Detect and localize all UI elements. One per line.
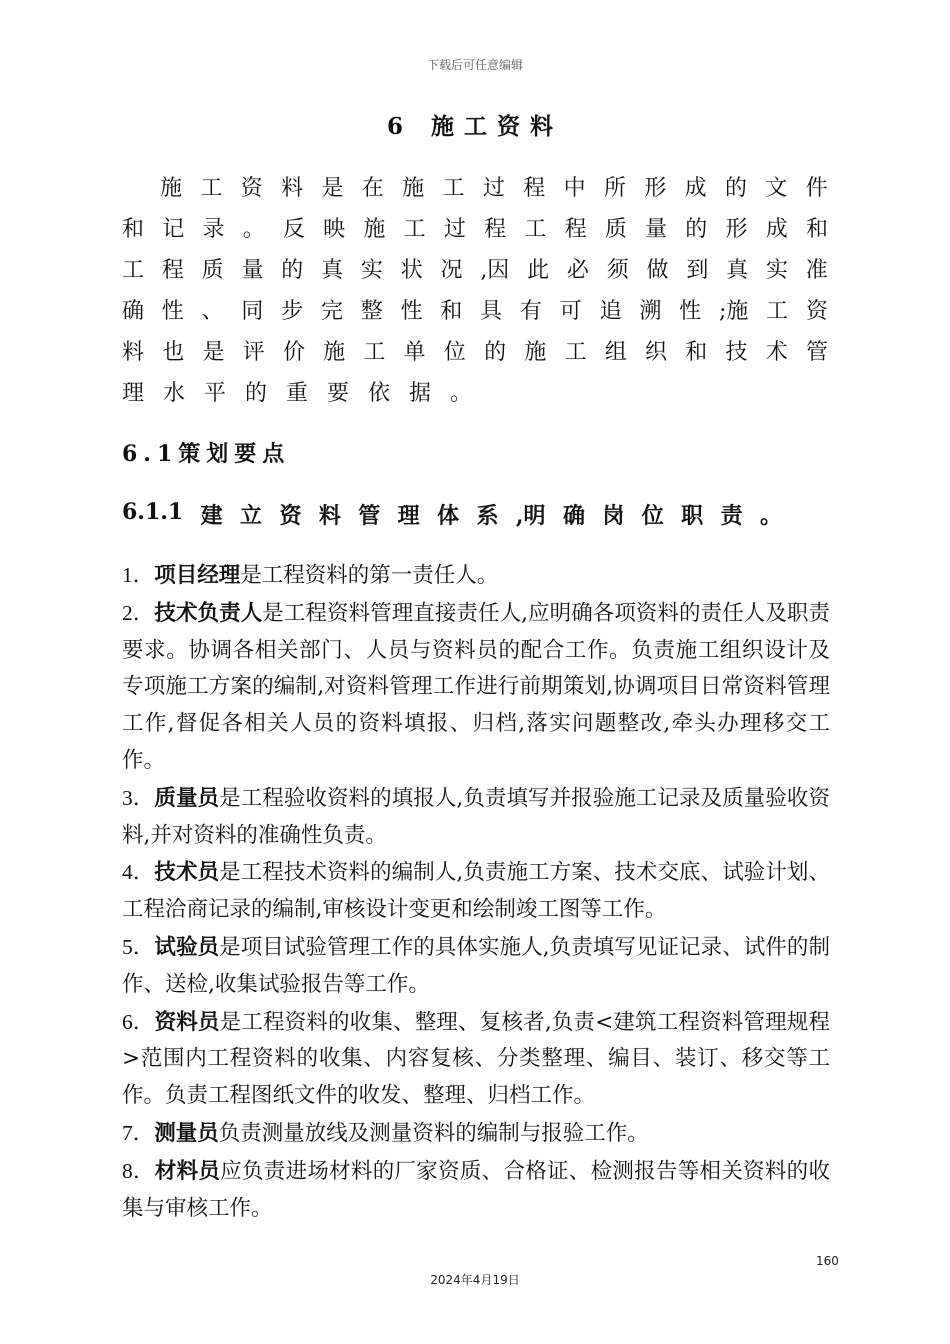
intro-paragraph xyxy=(122,168,828,414)
intro-char: 也 xyxy=(162,340,185,365)
intro-char: 可 xyxy=(559,299,582,324)
intro-char: 做 xyxy=(646,258,669,283)
intro-char: 过 xyxy=(443,217,466,242)
intro-char: 。 xyxy=(242,217,265,242)
role-name: 质量员 xyxy=(154,785,220,811)
intro-char: 和 xyxy=(122,217,145,242)
intro-char: 具 xyxy=(480,299,503,324)
header-note: 下载后可任意编辑 xyxy=(426,58,523,72)
intro-last-line: 理水平的重要依据。 xyxy=(122,381,492,406)
intro-char: 实 xyxy=(765,258,788,283)
intro-char: 位 xyxy=(443,340,466,365)
role-name: 项目经理 xyxy=(154,563,241,588)
intro-char: 术 xyxy=(765,340,788,365)
intro-char: 在 xyxy=(361,176,384,201)
role-name: 材料员 xyxy=(154,1158,221,1184)
intro-char: 所 xyxy=(603,176,626,201)
intro-char: 的 xyxy=(281,258,304,283)
item-text: 是工程资料的第一责任人。 xyxy=(240,563,499,588)
intro-char: 施 xyxy=(363,217,386,242)
role-name: 试验员 xyxy=(154,934,220,960)
heading-char: 。 xyxy=(759,503,782,529)
intro-char: 的 xyxy=(685,217,708,242)
intro-char: 过 xyxy=(482,176,505,201)
intro-char: 记 xyxy=(162,217,185,242)
item-number: 3． xyxy=(122,785,155,810)
item-number: 6． xyxy=(122,1009,155,1034)
intro-char: 质 xyxy=(604,217,627,242)
intro-char: 成 xyxy=(765,217,788,242)
intro-char: ;施 xyxy=(718,299,749,324)
intro-char: 施 xyxy=(402,176,425,201)
intro-char: 组 xyxy=(604,340,627,365)
intro-char: 料 xyxy=(122,340,145,365)
heading-char: 职 xyxy=(681,503,704,529)
intro-char: 状 xyxy=(400,258,423,283)
intro-char: 的 xyxy=(484,340,507,365)
intro-char: 确 xyxy=(122,299,145,324)
intro-char: 施 xyxy=(524,340,547,365)
intro-char: 完 xyxy=(320,299,343,324)
intro-char: 资 xyxy=(805,299,828,324)
intro-char: 工 xyxy=(200,176,223,201)
intro-char: 资 xyxy=(240,176,263,201)
intro-char: 程 xyxy=(161,258,184,283)
intro-char: 真 xyxy=(726,258,749,283)
intro-char: 必 xyxy=(566,258,589,283)
list-item xyxy=(122,557,830,595)
item-text: 应负责进场材料的厂家资质、合格证、检测报告等相关资料的收集与审核工作。 xyxy=(122,1158,830,1221)
heading-char: 立 xyxy=(240,503,263,529)
list-item xyxy=(122,854,830,929)
intro-char: 追 xyxy=(599,299,622,324)
intro-char: 真 xyxy=(321,258,344,283)
intro-char: 施 xyxy=(160,176,183,201)
heading-char: 岗 xyxy=(602,503,625,529)
item-number: 8． xyxy=(122,1158,155,1183)
item-text: 负责测量放线及测量资料的编制与报验工作。 xyxy=(218,1120,649,1146)
footer-date: 2024年4月19日 xyxy=(430,1273,520,1287)
intro-char: 工 xyxy=(524,217,547,242)
intro-char: 实 xyxy=(360,258,383,283)
item-text: 是工程验收资料的填报人,负责填写并报验施工记录及质量验收资料,并对资料的准确性负责。 xyxy=(122,785,830,848)
intro-char: 程 xyxy=(523,176,546,201)
intro-char: 程 xyxy=(564,217,587,242)
heading-char: 位 xyxy=(641,503,664,529)
item-text: 是工程资料管理直接责任人,应明确各项资料的责任人及职责要求。协调各相关部门、人员与资料员的配合工作。负责施工组织设计及专项施工方案的编制,对资料管理工作进行前期策划,协调项目日常资料管理工作,督促各相关人员的资料填报、归档,落实问题整改,牵头办理移交工作。 xyxy=(122,600,830,773)
intro-char: 施 xyxy=(323,340,346,365)
intro-char: 步 xyxy=(281,299,304,324)
intro-line xyxy=(122,168,828,209)
responsibility-list xyxy=(122,557,830,1227)
intro-char: 此 xyxy=(527,258,550,283)
intro-char: 工 xyxy=(766,299,789,324)
intro-char: 程 xyxy=(484,217,507,242)
intro-char: 文 xyxy=(765,176,788,201)
intro-char: 性 xyxy=(161,299,184,324)
page-number: 160 xyxy=(816,1254,839,1268)
intro-char: 和 xyxy=(805,217,828,242)
section-heading-6-1-1 xyxy=(122,499,782,530)
heading-char: 责 xyxy=(720,503,743,529)
intro-char: 质 xyxy=(201,258,224,283)
intro-char: 和 xyxy=(685,340,708,365)
intro-char: 有 xyxy=(519,299,542,324)
intro-char: 、 xyxy=(201,299,224,324)
intro-char: 量 xyxy=(241,258,264,283)
intro-char: 工 xyxy=(403,217,426,242)
role-name: 技术员 xyxy=(154,860,220,886)
heading-char: 资 xyxy=(279,503,302,529)
intro-char: 须 xyxy=(606,258,629,283)
intro-char: 整 xyxy=(360,299,383,324)
intro-char: 性 xyxy=(400,299,423,324)
list-item xyxy=(122,1153,830,1228)
list-item xyxy=(122,595,830,780)
section-heading-6-1: 6.1策划要点 xyxy=(122,441,291,467)
intro-char: 管 xyxy=(805,340,828,365)
intro-char: 到 xyxy=(686,258,709,283)
heading-char: 建 xyxy=(200,503,223,529)
intro-char: 况 xyxy=(440,258,463,283)
intro-char: 性 xyxy=(679,299,702,324)
intro-char: 件 xyxy=(805,176,828,201)
intro-char: 工 xyxy=(363,340,386,365)
heading-char: 确 xyxy=(562,503,585,529)
intro-char: 溯 xyxy=(639,299,662,324)
intro-char: 评 xyxy=(242,340,265,365)
item-text: 是项目试验管理工作的具体实施人,负责填写见证记录、试件的制作、送检,收集试验报告等工作。 xyxy=(122,934,830,997)
heading-char: 6.1.1 xyxy=(122,499,184,525)
intro-char: 工 xyxy=(122,258,145,283)
intro-line xyxy=(122,332,828,373)
intro-char: 工 xyxy=(564,340,587,365)
item-number: 7． xyxy=(122,1120,155,1145)
intro-char: 准 xyxy=(805,258,828,283)
list-item xyxy=(122,780,830,855)
item-number: 4． xyxy=(122,860,155,885)
intro-line xyxy=(122,291,828,332)
heading-char: 管 xyxy=(358,503,381,529)
item-text: 是工程资料的收集、整理、复核者,负责<建筑工程资料管理规程>范围内工程资料的收集、内容复核、分类整理、编目、装订、移交等工作。负责工程图纸文件的收发、整理、归档工作。 xyxy=(122,1009,830,1109)
intro-line xyxy=(122,209,828,250)
heading-char: 料 xyxy=(318,503,341,529)
role-name: 测量员 xyxy=(154,1120,219,1146)
intro-char: 的 xyxy=(725,176,748,201)
intro-char: 成 xyxy=(684,176,707,201)
heading-char: 体 xyxy=(437,503,460,529)
intro-line xyxy=(122,250,828,291)
intro-char: 单 xyxy=(403,340,426,365)
intro-char: 录 xyxy=(202,217,225,242)
item-text: 是工程技术资料的编制人,负责施工方案、技术交底、试验计划、工程洽商记录的编制,审核设计变更和绘制竣工图等工作。 xyxy=(122,860,830,923)
intro-char: 映 xyxy=(323,217,346,242)
intro-char: 形 xyxy=(644,176,667,201)
intro-char: 价 xyxy=(282,340,305,365)
role-name: 资料员 xyxy=(154,1009,220,1035)
heading-char: 理 xyxy=(397,503,420,529)
intro-char: 技 xyxy=(725,340,748,365)
intro-char: 料 xyxy=(281,176,304,201)
list-item xyxy=(122,1004,830,1115)
intro-char: 工 xyxy=(442,176,465,201)
intro-char: ,因 xyxy=(480,258,510,283)
intro-char: 同 xyxy=(241,299,264,324)
item-number: 5． xyxy=(122,934,155,959)
item-number: 2． xyxy=(122,600,155,625)
item-number: 1． xyxy=(122,563,155,587)
list-item xyxy=(122,929,830,1004)
intro-char: 是 xyxy=(202,340,225,365)
role-name: 技术负责人 xyxy=(154,600,263,626)
list-item xyxy=(122,1115,830,1153)
intro-char: 和 xyxy=(440,299,463,324)
heading-char: 系 xyxy=(476,503,499,529)
intro-char: 量 xyxy=(645,217,668,242)
intro-char: 形 xyxy=(725,217,748,242)
intro-char: 中 xyxy=(563,176,586,201)
intro-char: 反 xyxy=(282,217,305,242)
intro-char: 织 xyxy=(645,340,668,365)
intro-char: 是 xyxy=(321,176,344,201)
chapter-title: 6 施工资料 xyxy=(386,113,563,140)
heading-char: ,明 xyxy=(515,503,546,529)
